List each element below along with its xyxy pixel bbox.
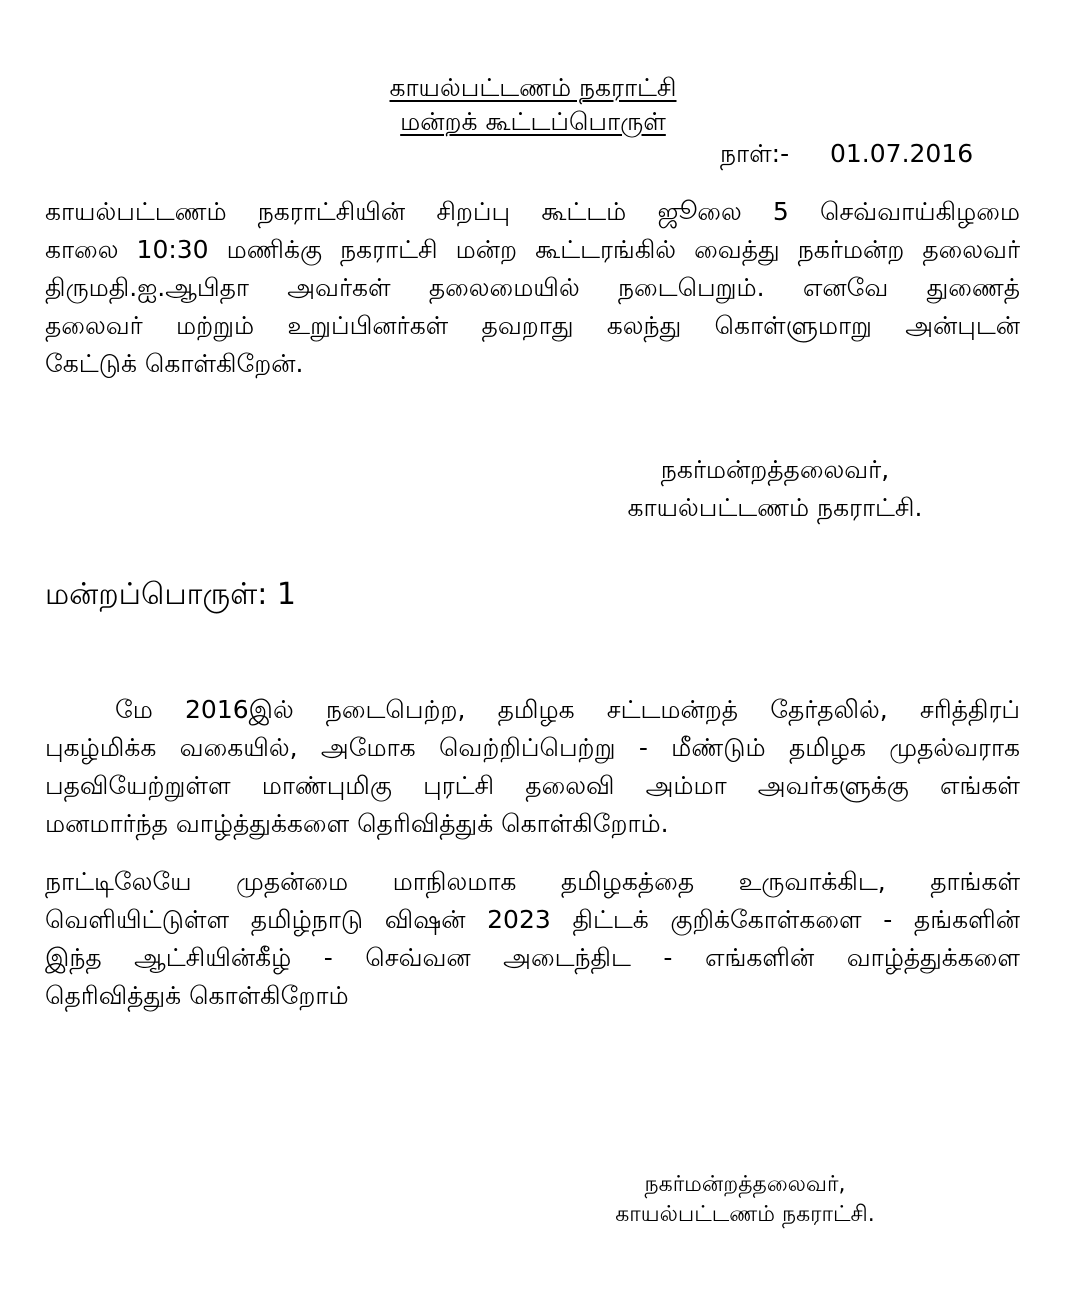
resolution-paragraph-2 — [45, 863, 1020, 1015]
resolution-line: இந்த ஆட்சியின்கீழ் - செவ்வன அடைந்திட - எங்களின் வாழ்த்துக்களை — [45, 943, 1020, 972]
signature-designation: நகர்மன்றத்தலைவர், — [660, 455, 890, 484]
signature-office: காயல்பட்டணம் நகராட்சி. — [615, 1202, 875, 1227]
signature-block-top — [575, 451, 975, 527]
notice-line: காயல்பட்டணம் நகராட்சியின் சிறப்பு கூட்டம் ஜூலை 5 செவ்வாய்கிழமை — [45, 197, 1020, 226]
resolution-line: வெளியிட்டுள்ள தமிழ்நாடு விஷன் 2023 திட்டக் குறிக்கோள்களை - தங்களின் — [45, 905, 1020, 934]
resolution-heading: மன்றப்பொருள்: 1 — [45, 577, 296, 612]
signature-block-bottom — [545, 1170, 945, 1230]
resolution-line: மனமார்ந்த வாழ்த்துக்களை தெரிவித்துக் கொள்கிறோம். — [45, 809, 669, 838]
resolution-line: பதவியேற்றுள்ள மாண்புமிகு புரட்சி தலைவி அம்மா அவர்களுக்கு எங்கள் — [45, 771, 1020, 800]
notice-line: கேட்டுக் கொள்கிறேன். — [45, 349, 304, 378]
resolution-line: புகழ்மிக்க வகையில், அமோக வெற்றிப்பெற்று - மீண்டும் தமிழக முதல்வராக — [45, 733, 1020, 762]
signature-designation: நகர்மன்றத்தலைவர், — [644, 1172, 846, 1197]
resolution-line: நாட்டிலேயே முதன்மை மாநிலமாக தமிழகத்தை உருவாக்கிட, தாங்கள் — [45, 867, 1020, 896]
notice-line: தலைவர் மற்றும் உறுப்பினர்கள் தவறாது கலந்து கொள்ளுமாறு அன்புடன் — [45, 311, 1020, 340]
date-value: 01.07.2016 — [830, 139, 974, 168]
resolution-paragraph-1 — [45, 691, 1020, 843]
document-title: காயல்பட்டணம் நகராட்சி — [389, 73, 677, 102]
notice-line: காலை 10:30 மணிக்கு நகராட்சி மன்ற கூட்டரங்கில் வைத்து நகர்மன்ற தலைவர் — [45, 235, 1020, 264]
resolution-line: தெரிவித்துக் கொள்கிறோம் — [45, 981, 349, 1010]
signature-office: காயல்பட்டணம் நகராட்சி. — [627, 493, 923, 522]
document-header — [0, 71, 1066, 139]
meeting-notice-paragraph — [45, 193, 1020, 383]
document-subtitle: மன்றக் கூட்டப்பொருள் — [400, 107, 666, 136]
date-line — [720, 137, 1060, 171]
date-label: நாள்:- — [720, 139, 790, 168]
notice-line: திருமதி.ஐ.ஆபிதா அவர்கள் தலைமையில் நடைபெறும். எனவே துணைத் — [45, 273, 1020, 302]
resolution-line: மே 2016இல் நடைபெற்ற, தமிழக சட்டமன்றத் தேர்தலில், சரித்திரப் — [115, 695, 1020, 724]
